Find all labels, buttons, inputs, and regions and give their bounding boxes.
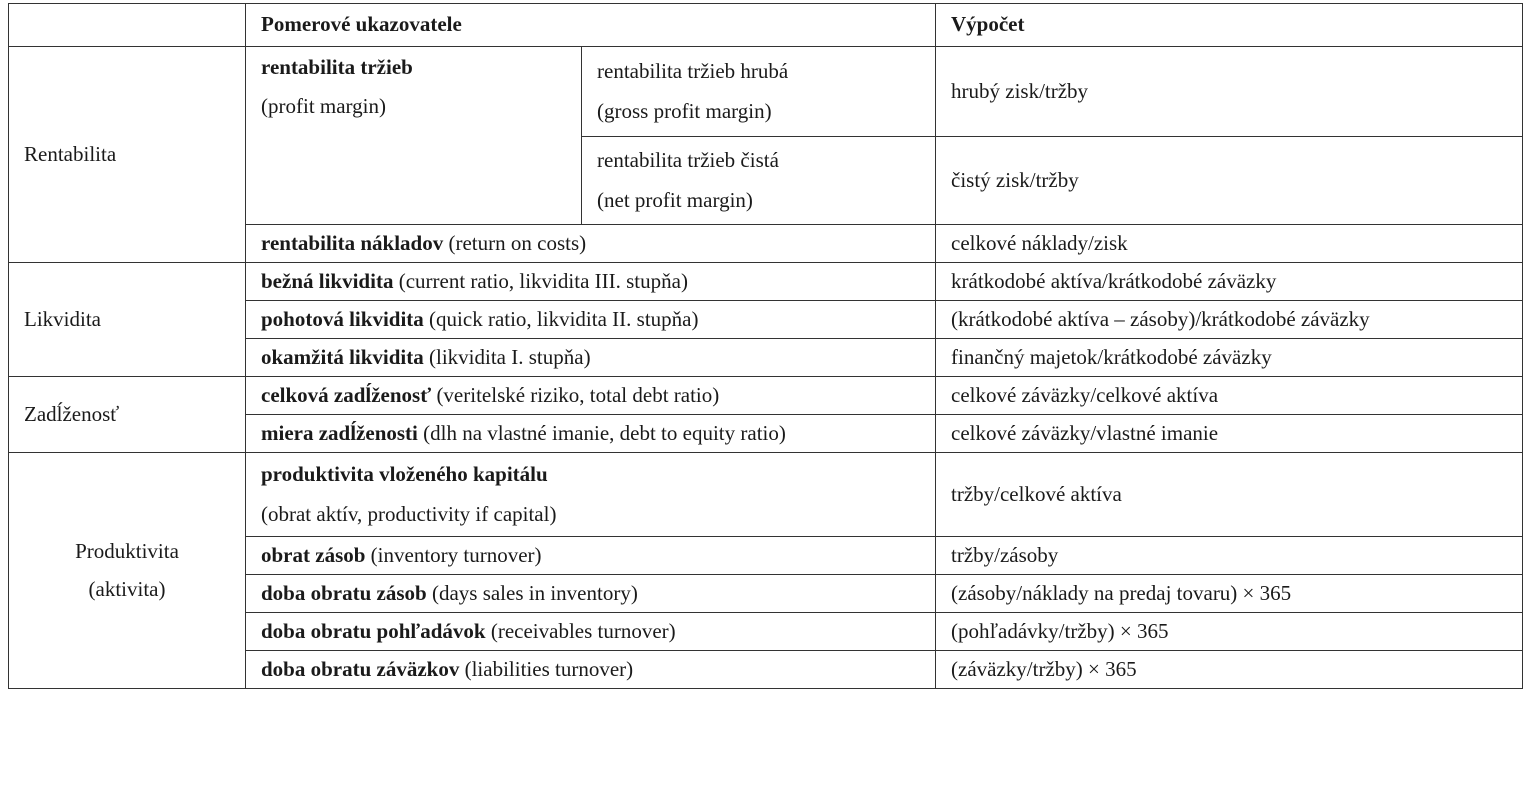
indicator-english: (return on costs) [443,230,587,255]
indicator-name: celková zadĺženosť [261,382,432,407]
calculation-cell: (krátkodobé aktíva – zásoby)/krátkodobé záväzky [936,301,1523,339]
sub-indicator-name: rentabilita tržieb čistá [597,148,779,173]
sub-indicator-english: (net profit margin) [597,187,753,212]
indicator-name: doba obratu pohľadávok [261,618,486,643]
indicator-english: (liabilities turnover) [459,656,634,681]
category-likvidita: Likvidita [9,263,246,377]
calculation-cell: hrubý zisk/tržby [936,47,1523,137]
indicator-english: (likvidita I. stupňa) [423,344,591,369]
category-produktivita-line2: (aktivita) [88,576,166,601]
indicator-cell [246,537,936,575]
indicator-name: doba obratu zásob [261,580,427,605]
table-row [9,453,1523,537]
indicator-english: (receivables turnover) [485,618,676,643]
indicator-cell [246,263,936,301]
ratios-table-wrapper [8,3,1523,689]
header-empty-cell [9,4,246,47]
header-calculation: Výpočet [936,4,1523,47]
calculation-cell: (zásoby/náklady na predaj tovaru) × 365 [936,575,1523,613]
indicator-name: pohotová likvidita [261,306,424,331]
table-header-row [9,4,1523,47]
category-produktivita [9,453,246,689]
sub-indicator-cell [582,137,936,225]
calculation-cell: finančný majetok/krátkodobé záväzky [936,339,1523,377]
indicator-english: (obrat aktív, productivity if capital) [261,501,557,526]
category-zadlzenost: Zadĺženosť [9,377,246,453]
calculation-cell: celkové záväzky/celkové aktíva [936,377,1523,415]
table-row [9,47,1523,137]
indicator-cell [246,225,936,263]
indicator-name: produktivita vloženého kapitálu [261,462,548,487]
header-indicators: Pomerové ukazovatele [246,4,936,47]
indicator-name: miera zadĺženosti [261,420,418,445]
indicator-english: (profit margin) [261,94,386,119]
indicator-english: (veritelské riziko, total debt ratio) [431,382,720,407]
indicator-english: (quick ratio, likvidita II. stupňa) [423,306,699,331]
calculation-cell: celkové náklady/zisk [936,225,1523,263]
indicator-cell [246,415,936,453]
calculation-cell: čistý zisk/tržby [936,137,1523,225]
indicator-name: rentabilita tržieb [261,55,413,79]
indicator-cell [246,339,936,377]
sub-indicator-english: (gross profit margin) [597,98,772,123]
indicator-cell [246,613,936,651]
calculation-cell: tržby/celkové aktíva [936,453,1523,537]
table-row [9,377,1523,415]
indicator-cell [246,301,936,339]
table-row [9,263,1523,301]
calculation-cell: tržby/zásoby [936,537,1523,575]
indicator-english: (dlh na vlastné imanie, debt to equity ratio) [417,420,786,445]
indicator-name: obrat zásob [261,542,366,567]
indicator-cell [246,47,582,225]
sub-indicator-cell [582,47,936,137]
indicator-english: (current ratio, likvidita III. stupňa) [393,268,688,293]
indicator-english: (inventory turnover) [365,542,542,567]
category-rentabilita: Rentabilita [9,47,246,263]
calculation-cell: krátkodobé aktíva/krátkodobé záväzky [936,263,1523,301]
category-produktivita-line1: Produktivita [75,539,179,564]
indicator-cell [246,575,936,613]
calculation-cell: (pohľadávky/tržby) × 365 [936,613,1523,651]
indicator-name: okamžitá likvidita [261,344,424,369]
indicator-english: (days sales in inventory) [426,580,638,605]
indicator-name: rentabilita nákladov [261,230,444,255]
indicator-cell [246,453,936,537]
indicator-name: bežná likvidita [261,268,394,293]
sub-indicator-name: rentabilita tržieb hrubá [597,59,789,84]
indicator-cell [246,651,936,689]
indicator-cell [246,377,936,415]
calculation-cell: celkové záväzky/vlastné imanie [936,415,1523,453]
calculation-cell: (záväzky/tržby) × 365 [936,651,1523,689]
financial-ratios-table [8,3,1523,689]
indicator-name: doba obratu záväzkov [261,656,460,681]
